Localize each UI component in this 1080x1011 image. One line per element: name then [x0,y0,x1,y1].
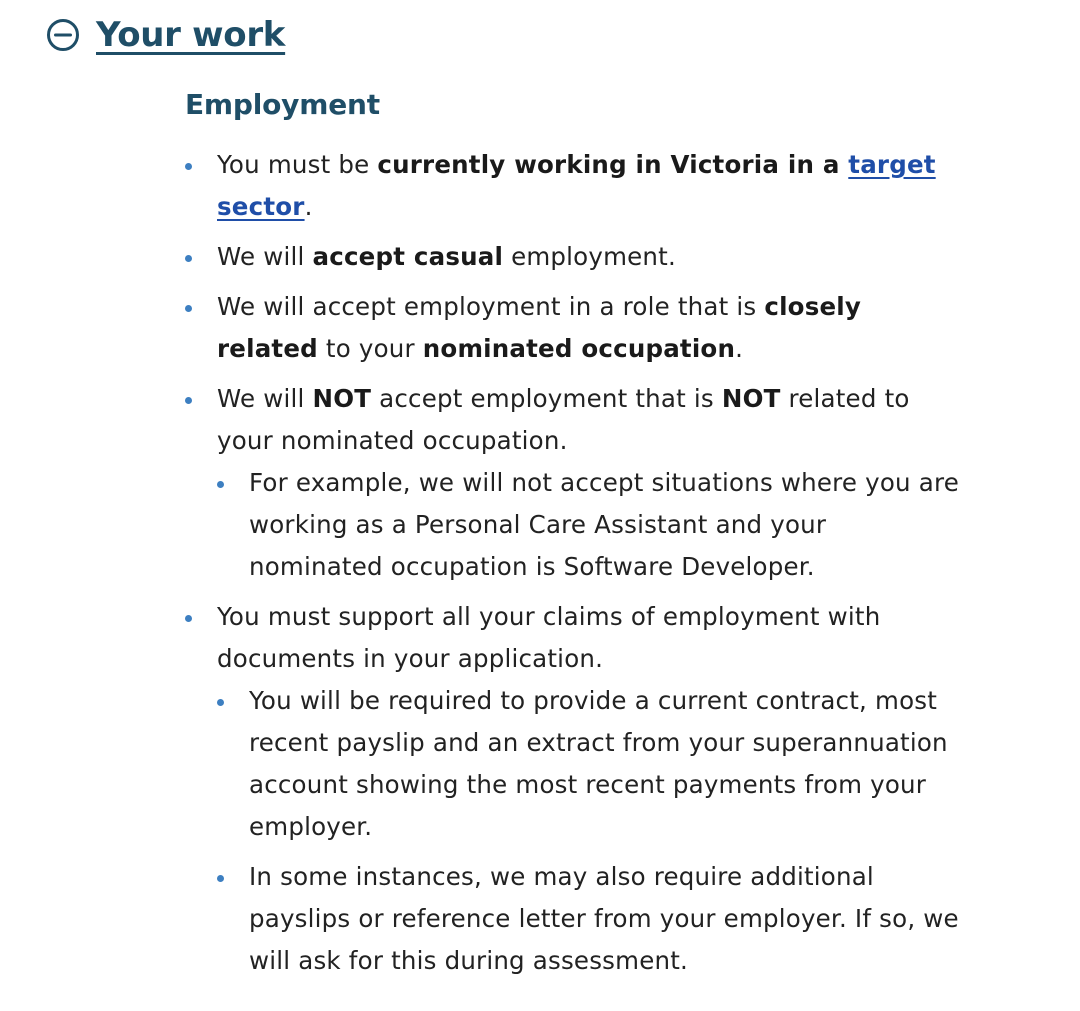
item-text: We will [217,384,313,413]
bullet-dot [185,397,192,404]
item-bold-text: nominated occupation [422,334,736,363]
item-text: . [304,192,313,221]
list-item [185,286,965,370]
sub-item-text: You will be required to provide a current contract, most recent payslip and an extract from your superannuation account showing the most recent payments from your employer. [249,686,948,841]
sub-item-text: In some instances, we may also require additional payslips or reference letter from your employer. If so, we will ask for this during assessment. [249,862,959,975]
collapse-minus-icon[interactable] [46,18,80,52]
item-text: You must support all your claims of employment with documents in your application. [217,602,881,673]
sub-list [217,462,965,588]
list-item [185,596,965,982]
item-text: We will [217,242,313,271]
list-item [185,236,965,278]
item-text: related to your nominated occupation. [217,384,910,455]
item-text: We will accept employment in a role that is [217,292,765,321]
bullet-dot [185,163,192,170]
target-sector-link[interactable]: target sector [217,150,936,221]
item-bold-text: NOT [721,384,781,413]
bullet-dot [185,305,192,312]
bullet-dot [217,481,224,488]
item-bold-text: closely related [217,292,862,363]
item-text: employment. [503,242,676,271]
bullet-dot [217,875,224,882]
sub-list-item [217,856,965,982]
accordion-header-your-work[interactable] [46,12,285,58]
item-bold-text: currently working in Victoria in a [377,150,849,179]
list-item [185,144,965,228]
sub-list [217,680,965,982]
item-text: to your [317,334,423,363]
sub-list-item [217,462,965,588]
item-bold-text: accept casual [312,242,504,271]
section-heading: Employment [185,88,380,121]
item-text: . [735,334,744,363]
bullet-dot [185,615,192,622]
employment-section [185,84,965,990]
bullet-dot [185,255,192,262]
item-text: accept employment that is [371,384,722,413]
sub-list-item [217,680,965,848]
bullet-dot [217,699,224,706]
item-bold-text: NOT [312,384,372,413]
list-item [185,378,965,588]
employment-requirements-list [185,144,965,982]
sub-item-text: For example, we will not accept situations where you are working as a Personal Care Assistant and your nominated occupation is Software Developer. [249,468,959,581]
accordion-title[interactable]: Your work [96,15,286,55]
item-text: You must be [217,150,378,179]
